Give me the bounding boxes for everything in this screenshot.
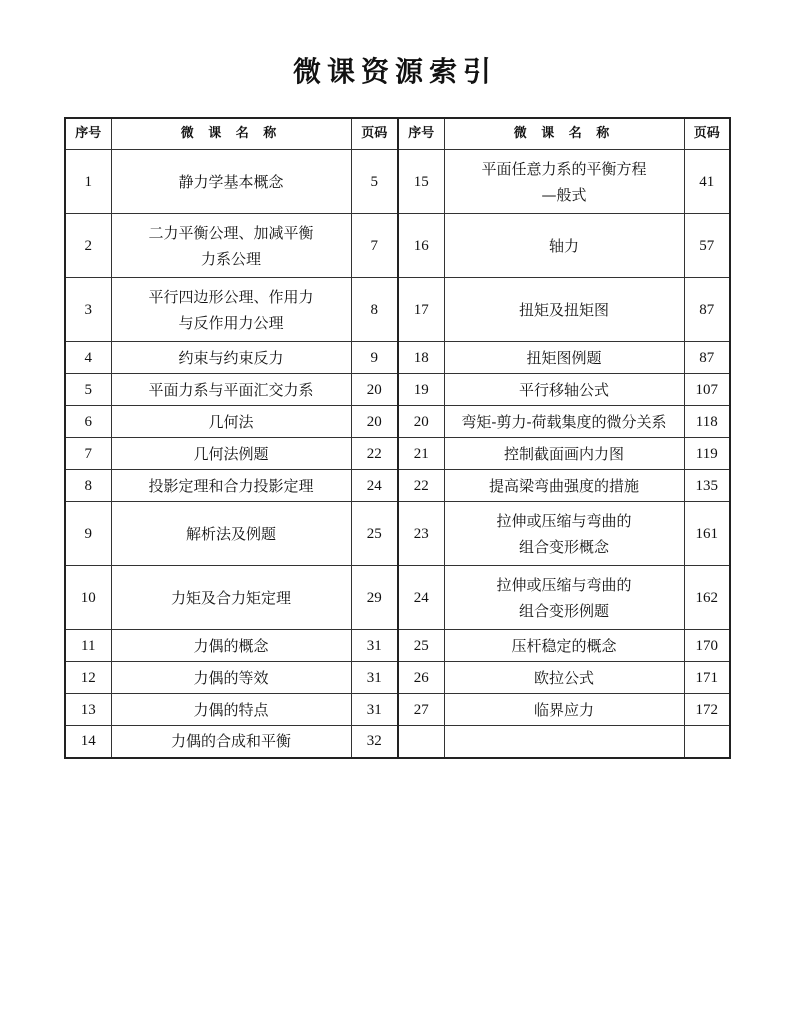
lesson-seq: 8	[65, 470, 111, 502]
lesson-page	[684, 726, 730, 758]
table-row	[65, 502, 730, 566]
lesson-seq: 1	[65, 150, 111, 214]
lesson-seq: 9	[65, 502, 111, 566]
lesson-page: 170	[684, 630, 730, 662]
lesson-name	[444, 726, 684, 758]
lesson-seq: 18	[398, 342, 444, 374]
lesson-seq: 25	[398, 630, 444, 662]
lesson-name-line: 静力学基本概念	[178, 172, 284, 191]
lesson-name	[111, 470, 351, 502]
lesson-seq: 5	[65, 374, 111, 406]
table-row	[65, 726, 730, 758]
lesson-seq: 26	[398, 662, 444, 694]
lesson-seq: 2	[65, 214, 111, 278]
lesson-name	[444, 438, 684, 470]
lesson-name	[111, 342, 351, 374]
lesson-page: 161	[684, 502, 730, 566]
lesson-name	[444, 214, 684, 278]
lesson-page: 31	[351, 662, 398, 694]
lesson-page: 20	[351, 406, 398, 438]
lesson-page: 172	[684, 694, 730, 726]
lesson-name	[444, 374, 684, 406]
table-row	[65, 438, 730, 470]
lesson-name	[111, 630, 351, 662]
lesson-page: 57	[684, 214, 730, 278]
lesson-page: 87	[684, 342, 730, 374]
lesson-seq: 23	[398, 502, 444, 566]
lesson-name	[444, 470, 684, 502]
lesson-name-line: 与反作用力公理	[178, 313, 284, 332]
table-row	[65, 150, 730, 214]
lesson-page: 7	[351, 214, 398, 278]
lesson-name	[444, 406, 684, 438]
lesson-seq: 21	[398, 438, 444, 470]
lesson-name-line: 力矩及合力矩定理	[170, 588, 291, 607]
lesson-seq: 16	[398, 214, 444, 278]
lesson-page: 118	[684, 406, 730, 438]
lesson-name	[111, 694, 351, 726]
table-row	[65, 694, 730, 726]
lesson-name-line: 临界应力	[533, 700, 594, 719]
lesson-name-line: 平行移轴公式	[518, 380, 609, 399]
micro-lesson-index-table	[64, 117, 731, 759]
lesson-name-line: 平面力系与平面汇交力系	[148, 380, 314, 399]
lesson-name	[111, 374, 351, 406]
lesson-seq: 17	[398, 278, 444, 342]
lesson-page: 5	[351, 150, 398, 214]
lesson-name	[111, 566, 351, 630]
lesson-name-line: 力偶的合成和平衡	[170, 732, 291, 751]
header-seq: 序号	[65, 118, 111, 150]
lesson-name	[111, 502, 351, 566]
table-header-row	[65, 118, 730, 150]
lesson-page: 25	[351, 502, 398, 566]
lesson-page: 22	[351, 438, 398, 470]
lesson-name-line: 轴力	[548, 236, 579, 255]
lesson-name	[444, 150, 684, 214]
lesson-name-line: 组合变形例题	[518, 601, 609, 620]
table-row	[65, 374, 730, 406]
lesson-seq: 22	[398, 470, 444, 502]
lesson-name	[111, 726, 351, 758]
lesson-name	[444, 502, 684, 566]
lesson-page: 31	[351, 630, 398, 662]
lesson-seq: 3	[65, 278, 111, 342]
lesson-name	[444, 630, 684, 662]
lesson-seq: 12	[65, 662, 111, 694]
lesson-name	[444, 694, 684, 726]
lesson-name	[111, 150, 351, 214]
lesson-name	[111, 662, 351, 694]
lesson-name-line: 拉伸或压缩与弯曲的	[496, 575, 632, 594]
lesson-name-line: 弯矩-剪力-荷载集度的微分关系	[461, 412, 667, 431]
lesson-name-line: —般式	[541, 185, 587, 204]
header-page: 页码	[684, 118, 730, 150]
lesson-page: 20	[351, 374, 398, 406]
lesson-page: 162	[684, 566, 730, 630]
table-row	[65, 342, 730, 374]
lesson-page: 119	[684, 438, 730, 470]
lesson-seq: 27	[398, 694, 444, 726]
lesson-seq: 20	[398, 406, 444, 438]
lesson-name-line: 力偶的等效	[193, 668, 269, 687]
lesson-page: 8	[351, 278, 398, 342]
lesson-page: 171	[684, 662, 730, 694]
lesson-name-line: 平行四边形公理、作用力	[148, 287, 314, 306]
lesson-name	[111, 278, 351, 342]
lesson-seq: 19	[398, 374, 444, 406]
lesson-name-line: 约束与约束反力	[178, 348, 284, 367]
lesson-seq: 14	[65, 726, 111, 758]
lesson-seq	[398, 726, 444, 758]
lesson-name	[444, 342, 684, 374]
table-row	[65, 406, 730, 438]
lesson-seq: 4	[65, 342, 111, 374]
lesson-name-line: 力偶的概念	[193, 636, 269, 655]
lesson-page: 9	[351, 342, 398, 374]
lesson-name	[444, 566, 684, 630]
lesson-name	[111, 438, 351, 470]
lesson-name	[111, 406, 351, 438]
lesson-page: 87	[684, 278, 730, 342]
lesson-page: 107	[684, 374, 730, 406]
lesson-name-line: 压杆稳定的概念	[511, 636, 617, 655]
lesson-name-line: 扭矩及扭矩图	[518, 300, 609, 319]
lesson-page: 24	[351, 470, 398, 502]
header-name: 微 课 名 称	[111, 118, 351, 150]
lesson-seq: 11	[65, 630, 111, 662]
lesson-name-line: 投影定理和合力投影定理	[148, 476, 314, 495]
header-seq: 序号	[398, 118, 444, 150]
lesson-name-line: 几何法例题	[193, 444, 269, 463]
lesson-name-line: 提高梁弯曲强度的措施	[488, 476, 639, 495]
lesson-page: 135	[684, 470, 730, 502]
lesson-name-line: 平面任意力系的平衡方程	[481, 159, 647, 178]
header-page: 页码	[351, 118, 398, 150]
lesson-page: 31	[351, 694, 398, 726]
lesson-seq: 10	[65, 566, 111, 630]
lesson-page: 29	[351, 566, 398, 630]
lesson-seq: 7	[65, 438, 111, 470]
lesson-name-line: 欧拉公式	[533, 668, 594, 687]
lesson-name-line: 力偶的特点	[193, 700, 269, 719]
page-title: 微课资源索引	[292, 55, 497, 88]
lesson-seq: 15	[398, 150, 444, 214]
table-row	[65, 214, 730, 278]
lesson-page: 32	[351, 726, 398, 758]
table-row	[65, 630, 730, 662]
lesson-name-line: 拉伸或压缩与弯曲的	[496, 511, 632, 530]
table-row	[65, 278, 730, 342]
lesson-name-line: 几何法	[208, 412, 254, 431]
lesson-name-line: 组合变形概念	[518, 537, 609, 556]
table-row	[65, 470, 730, 502]
header-name: 微 课 名 称	[444, 118, 684, 150]
table-row	[65, 662, 730, 694]
lesson-name-line: 力系公理	[200, 249, 261, 268]
lesson-name-line: 控制截面画内力图	[503, 444, 624, 463]
lesson-seq: 24	[398, 566, 444, 630]
lesson-seq: 6	[65, 406, 111, 438]
lesson-name-line: 解析法及例题	[185, 524, 276, 543]
lesson-name-line: 二力平衡公理、加减平衡	[148, 223, 314, 242]
lesson-name	[444, 278, 684, 342]
lesson-name-line: 扭矩图例题	[526, 348, 602, 367]
table-row	[65, 566, 730, 630]
lesson-seq: 13	[65, 694, 111, 726]
lesson-name	[111, 214, 351, 278]
lesson-page: 41	[684, 150, 730, 214]
lesson-name	[444, 662, 684, 694]
